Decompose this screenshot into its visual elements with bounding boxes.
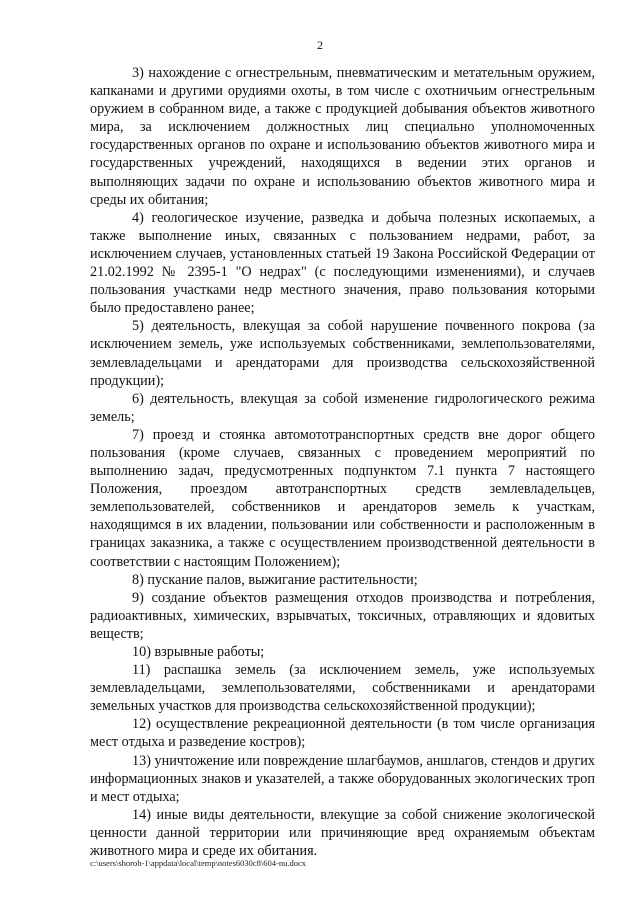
paragraph-item-3: 3) нахождение с огнестрельным, пневматическим и метательным оружием, капканами и другими орудиями охоты, в том числе с охотничьим огнестрельным оружием в собранном виде, а также с продукцией добывания объектов животного мира, за исключением должностных лиц специально уполномоченных государственных органов по охране и использованию объектов животного мира и государственных учреждений, находящихся в ведении этих органов и выполняющих задачи по охране и использованию объектов животного мира и среды их обитания; — [90, 65, 595, 208]
paragraph-item-9: 9) создание объектов размещения отходов производства и потребления, радиоактивных, химических, взрывчатых, токсичных, отравляющих и ядовитых веществ; — [90, 589, 595, 642]
document-body — [90, 64, 595, 860]
paragraph-item-10: 10) взрывные работы; — [132, 644, 265, 660]
paragraph-item-8: 8) пускание палов, выжигание растительности; — [132, 571, 418, 588]
paragraph-item-5: 5) деятельность, влекущая за собой нарушение почвенного покрова (за исключением земель, уже используемых собственниками, землепользователями, землевладельцами и арендаторами для производства сельскохозяйственной продукции); — [90, 318, 595, 389]
paragraph-item-4: 4) геологическое изучение, разведка и добыча полезных ископаемых, а также выполнение иных, связанных с пользованием недрами, работ, за исключением случаев, установленных статьей 19 Закона Российской Федерации от 21.02.1992 № 2395-1 "О недрах" (с последующими изменениями), и случаев пользования участками недр местного значения, право пользования которыми было предоставлено ранее; — [90, 209, 595, 317]
paragraph-item-11: 11) распашка земель (за исключением земель, уже используемых землевладельцами, землепользователями, собственниками и арендаторами земельных участков для производства сельскохозяйственной продукции); — [90, 662, 595, 715]
paragraph-item-7: 7) проезд и стоянка автомототранспортных средств вне дорог общего пользования (кроме случаев, связанных с проведением мероприятий по выполнению задач, предусмотренных подпунктом 7.1 пункта 7 настоящего Положения, проездом автотранспортных средств землевладельцев, землепользователей, собственников и арендаторов земель к участкам, находящимся в их владении, пользовании или собственности и расположенным в границах заказника, а также с осуществлением производственной деятельности в соответствии с настоящим Положением); — [90, 426, 595, 570]
paragraph-item-13: 13) уничтожение или повреждение шлагбаумов, аншлагов, стендов и других информационных знаков и указателей, а также оборудованных экологических троп и мест отдыха; — [90, 752, 595, 805]
paragraph-item-14: 14) иные виды деятельности, влекущие за собой снижение экологической ценности данной территории или причиняющие вред охраняемым объектам животного мира и среде их обитания. — [90, 806, 595, 860]
file-path-footer: c:\users\shoroh-1\appdata\local\temp\notes6030c8\604-nu.docx — [90, 858, 306, 868]
paragraph-item-12: 12) осуществление рекреационной деятельности (в том числе организация мест отдыха и разведение костров); — [90, 716, 595, 751]
paragraph-item-6: 6) деятельность, влекущая за собой изменение гидрологического режима земель; — [90, 390, 595, 425]
page-number: 2 — [317, 38, 323, 52]
